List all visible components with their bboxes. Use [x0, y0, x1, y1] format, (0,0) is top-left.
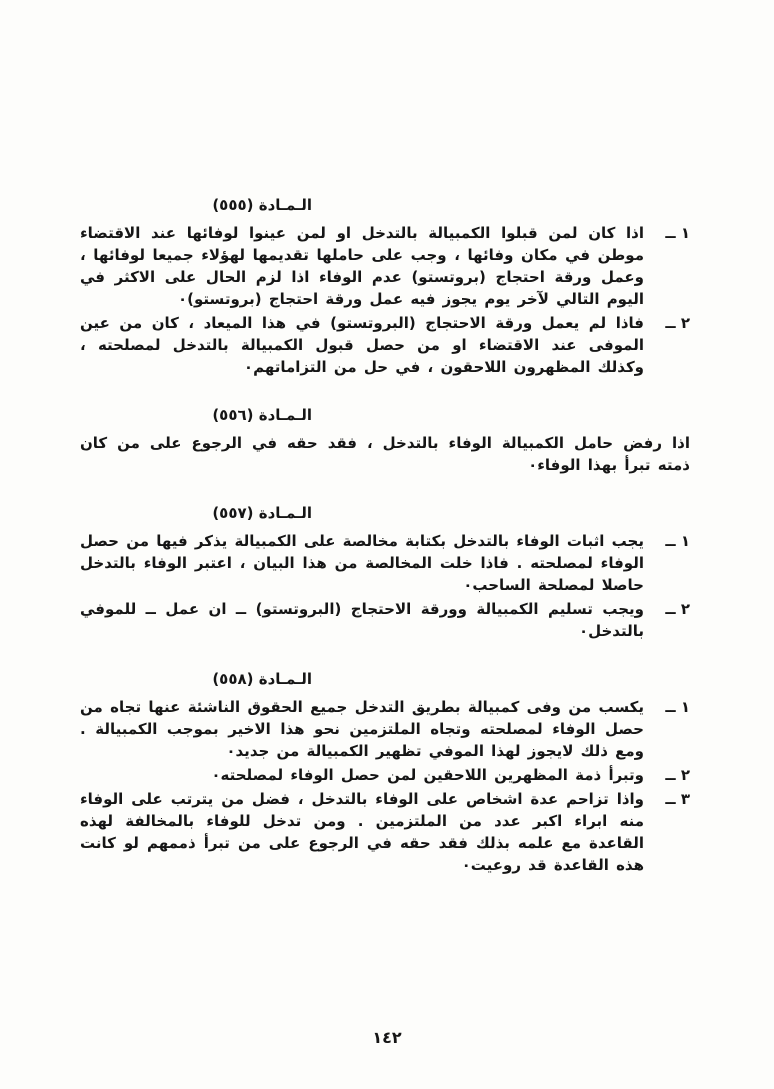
article-item [80, 432, 690, 476]
item-text: وتبرأ ذمة المظهرين اللاحقين لمن حصل الوفاء لمصلحته٠ [211, 766, 644, 784]
item-number: ٣ ــ [665, 790, 690, 808]
article-557 [80, 504, 690, 642]
article-item [80, 696, 690, 762]
item-text: يكسب من وفى كمبيالة بطريق التدخل جميع الحقوق الناشئة عنها تجاه من حصل الوفاء لمصلحته وتجاه الملتزمين نحو هذا الاخير بموجب الكمبيالة . ومع ذلك لايجوز لهذا الموفي تظهير الكمبيالة من جديد٠ [80, 698, 644, 760]
page-number: ١٤٢ [372, 1028, 402, 1047]
article-555 [80, 196, 690, 378]
article-item [80, 788, 690, 876]
item-text: يجب اثبات الوفاء بالتدخل بكتابة مخالصة على الكمبيالة يذكر فيها من حصل الوفاء لمصلحته . فاذا خلت المخالصة من هذا البيان ، اعتبر الوفاء بالتدخل حاصلا لمصلحة الساحب٠ [80, 532, 644, 594]
item-text: واذا تزاحم عدة اشخاص على الوفاء بالتدخل ، فضل من يترتب على الوفاء منه ابراء اكبر عدد من الملتزمين . ومن تدخل للوفاء بالمخالفة لهذه القاعدة مع علمه بذلك فقد حقه في الرجوع على من تبرأ ذممهم لو كانت هذه القاعدة قد روعيت٠ [80, 790, 644, 874]
item-text: اذا كان لمن قبلوا الكمبيالة بالتدخل او لمن عينوا لوفائها عند الاقتضاء موطن في مكان وفائها ، وجب على حاملها تقديمها لهؤلاء جميعا لوفائها ، وعمل ورقة احتجاج (بروتستو) عدم الوفاء اذا لزم الحال على الاكثر في اليوم التالي لآخر يوم يجوز فيه عمل ورقة احتجاج (بروتستو)٠ [80, 224, 644, 308]
article-heading: الـمـادة (٥٥٧) [212, 504, 312, 522]
item-number: ١ ــ [665, 698, 690, 716]
article-heading: الـمـادة (٥٥٦) [212, 406, 312, 424]
item-number: ١ ــ [665, 532, 690, 550]
article-heading: الـمـادة (٥٥٨) [212, 670, 312, 688]
item-number: ٢ ــ [665, 766, 690, 784]
article-item [80, 222, 690, 310]
item-number: ٢ ــ [665, 600, 690, 618]
article-558 [80, 670, 690, 876]
article-556 [80, 406, 690, 476]
item-text: اذا رفض حامل الكمبيالة الوفاء بالتدخل ، فقد حقه في الرجوع على من كان ذمته تبرأ بهذا الوفاء٠ [80, 434, 690, 474]
item-text: ويجب تسليم الكمبيالة وورقة الاحتجاج (البروتستو) ــ ان عمل ــ للموفي بالتدخل٠ [80, 600, 644, 640]
article-item [80, 764, 690, 786]
article-item [80, 598, 690, 642]
item-text: فاذا لم يعمل ورقة الاحتجاج (البروتستو) في هذا الميعاد ، كان من عين الموفى عند الاقتضاء او من حصل قبول الكمبيالة بالتدخل لمصلحته ، وكذلك المظهرون اللاحقون ، في حل من التزاماتهم٠ [80, 314, 644, 376]
item-number: ١ ــ [665, 224, 690, 242]
article-heading: الـمـادة (٥٥٥) [212, 196, 312, 214]
item-number: ٢ ــ [665, 314, 690, 332]
article-item [80, 312, 690, 378]
article-item [80, 530, 690, 596]
